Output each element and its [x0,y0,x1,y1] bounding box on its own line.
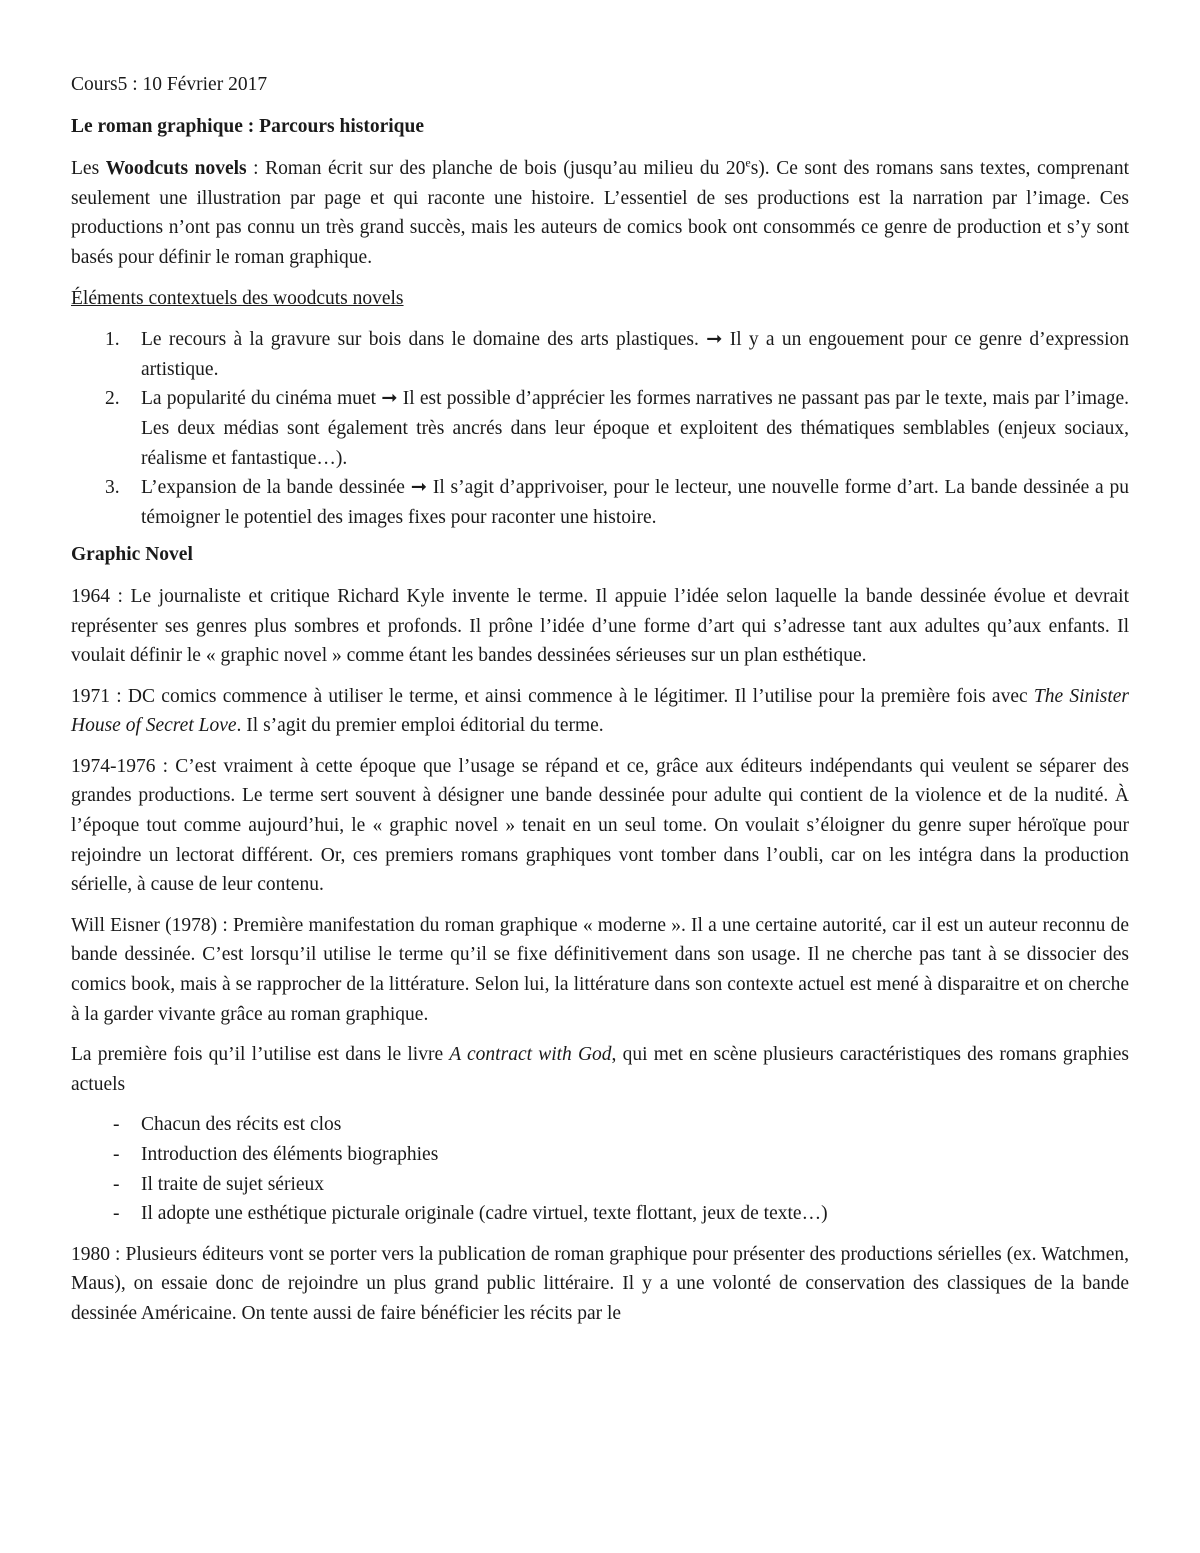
paragraph-first-use [71,1040,1129,1099]
dash-bullet: - [113,1114,120,1136]
p1971-book-title: The Sinister House of Secret Love [71,685,1129,737]
woodcuts-text-b: s). Ce sont des romans sans textes, comprenant seulement une illustration par page et qui raconte une histoire. L’essentiel de ses productions est la narration par l’image. Ces productions n’ont pas connu un très grand succès, mais les auteurs de comics book ont consommés ce genre de production et s’y sont basés pour définir le roman graphique. [71,158,1129,268]
course-date: Cours5 : 10 Février 2017 [71,74,268,95]
dash-bullet: - [113,1173,120,1195]
context-list [71,325,1129,532]
dash-bullet: - [113,1144,120,1165]
list-text: Il adopte une esthétique picturale originale (cadre virtuel, texte flottant, jeux de texte…) [141,1203,828,1225]
paragraph-1964: 1964 : Le journaliste et critique Richard Kyle invente le terme. Il appuie l’idée selon laquelle la bande dessinée évolue et devrait représenter ses genres plus sombres et profonds. Il prône l’idée d’une forme d’art qui s’adresse tant aux adultes qu’aux enfants. Il voulait définir le « graphic novel » comme étant les bandes dessinées sérieuses sur un plan esthétique. [71,585,1129,667]
woodcuts-lead: Les [71,158,106,180]
list-item [71,473,1129,532]
features-list [71,1110,1129,1228]
list-text: L’expansion de la bande dessinée ➞ Il s’agit d’apprivoiser, pour le lecteur, une nouvelle forme d’art. La bande dessinée a pu témoigner le potentiel des images fixes pour raconter une histoire. [141,477,1129,528]
context-subheading: Éléments contextuels des woodcuts novels [71,287,404,309]
woodcuts-paragraph [71,154,1129,272]
pfirst-book-title: A contract with God [449,1044,612,1066]
document-page [71,70,1129,1340]
dash-bullet: - [113,1203,120,1225]
century-superscript: e [745,155,751,170]
graphic-novel-heading: Graphic Novel [71,544,193,566]
paragraph-eisner: Will Eisner (1978) : Première manifestation du roman graphique « moderne ». Il a une certaine autorité, car il est un auteur reconnu de bande dessinée. C’est lorsqu’il utilise le terme qu’il se fixe définitivement dans son usage. Il ne cherche pas tant à se dissocier des comics book, mais à se rapprocher de la littérature. Selon lui, la littérature dans son contexte actuel est mené à disparaitre et on cherche à la garder vivante grâce au roman graphique. [71,914,1129,1025]
list-number: 1. [105,329,120,351]
list-number: 2. [105,388,120,410]
paragraph-1971 [71,682,1129,741]
p1971-text-a: 1971 : DC comics commence à utiliser le terme, et ainsi commence à le légitimer. Il l’utilise pour la première fois avec [71,685,1034,707]
paragraph-1974: 1974-1976 : C’est vraiment à cette époque que l’usage se répand et ce, grâce aux éditeurs indépendants qui veulent se séparer des grandes productions. Le terme sert souvent à désigner une bande dessinée pour adulte qui contient de la violence et de la nudité. À l’époque tout comme aujourd’hui, le « graphic novel » tenait en un seul tome. On voulait s’éloigner du genre super héroïque pour rejoindre un lectorat différent. Or, ces premiers romans graphiques vont tomber dans l’oubli, car on les intégra dans la production sérielle, à cause de leur contenu. [71,755,1129,896]
list-number: 3. [105,477,120,499]
woodcuts-text-a: : Roman écrit sur des planche de bois (jusqu’au milieu du 20 [246,158,746,180]
pfirst-text-a: La première fois qu’il l’utilise est dans le livre [71,1044,450,1066]
list-item [71,1170,1129,1200]
list-text: Chacun des récits est clos [141,1114,342,1136]
list-item [71,1140,1129,1170]
document-title: Le roman graphique : Parcours historique [71,115,424,137]
list-item [71,1199,1129,1229]
list-item [71,325,1129,384]
list-item [71,384,1129,473]
p1971-text-b: . Il s’agit du premier emploi éditorial du terme. [236,715,604,737]
list-text: Le recours à la gravure sur bois dans le domaine des arts plastiques. ➞ Il y a un engouement pour ce genre d’expression artistique. [141,329,1129,380]
list-text: Il traite de sujet sérieux [141,1173,325,1195]
pfirst-text-b: , qui met en scène plusieurs caractéristiques des romans graphies actuels [71,1044,1129,1095]
woodcuts-term: Woodcuts novels [105,158,247,180]
paragraph-1980: 1980 : Plusieurs éditeurs vont se porter vers la publication de roman graphique pour présenter des productions sérielles (ex. Watchmen, Maus), on essaie donc de rejoindre un plus grand public littéraire. Il y a une volonté de conservation des classiques de la bande dessinée Américaine. On tente aussi de faire bénéficier les récits par le [71,1243,1129,1324]
list-text: La popularité du cinéma muet ➞ Il est possible d’apprécier les formes narratives ne passant pas par le texte, mais par l’image. Les deux médias sont également très ancrés dans leur époque et exploitent des thématiques semblables (enjeux sociaux, réalisme et fantastique…). [141,388,1129,469]
list-text: Introduction des éléments biographies [141,1144,439,1165]
list-item [71,1110,1129,1140]
